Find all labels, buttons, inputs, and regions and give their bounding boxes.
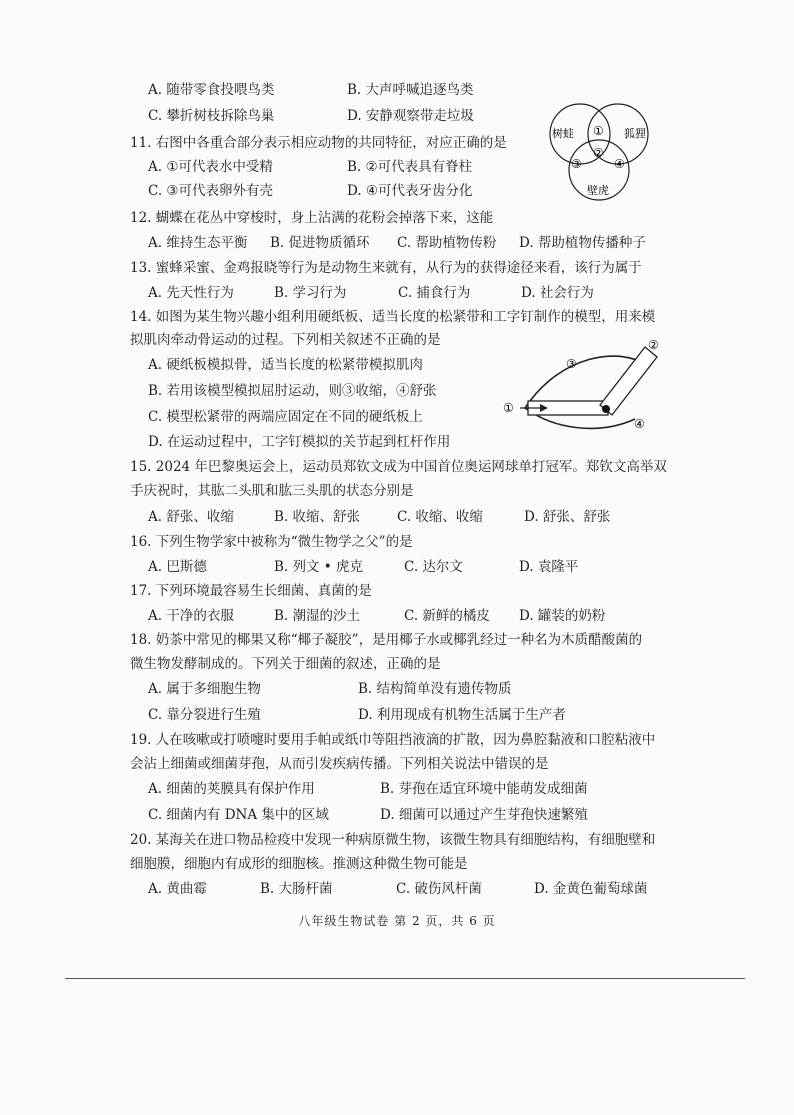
q11-stem: 11. 右图中各重合部分表示相应动物的共同特征，对应正确的是 <box>130 135 507 151</box>
q19-option-a: A. 细菌的荚膜具有保护作用 <box>148 781 315 797</box>
q11-option-a: A. ①可代表水中受精 <box>148 159 273 175</box>
venn-region-2: ② <box>593 146 604 160</box>
q13-stem: 13. 蜜蜂采蜜、金鸡报晓等行为是动物生来就有，从行为的获得途径来看，该行为属于 <box>130 260 642 276</box>
q18-stem-line1: 18. 奶茶中常见的椰果又称“椰子凝胶”，是用椰子水或椰乳经过一种名为木质醋酸菌的 <box>130 632 643 648</box>
q17-option-d: D. 罐装的奶粉 <box>519 608 606 624</box>
q16-option-d: D. 袁隆平 <box>519 559 579 575</box>
q11-option-b: B. ②可代表具有脊柱 <box>347 159 473 175</box>
q19-option-c: C. 细菌内有 DNA 集中的区域 <box>148 807 329 823</box>
q15-stem-line2: 手庆祝时，其肱二头肌和肱三头肌的状态分别是 <box>130 483 414 499</box>
q12-option-d: D. 帮助植物传播种子 <box>519 235 646 251</box>
page-footer: 八年级生物试卷 第 2 页，共 6 页 <box>298 914 496 928</box>
venn-label-tree-frog: 树蛙 <box>552 127 574 140</box>
q20-option-a: A. 黄曲霉 <box>148 881 207 897</box>
q20-stem-line1: 20. 某海关在进口物品检疫中发现一种病原微生物，该微生物具有细胞结构，有细胞壁和 <box>130 832 656 848</box>
q13-option-a: A. 先天性行为 <box>148 285 234 301</box>
q13-option-b: B. 学习行为 <box>274 285 347 301</box>
q14-option-d: D. 在运动过程中，工字钉模拟的关节起到杠杆作用 <box>148 434 451 450</box>
q17-option-c: C. 新鲜的橘皮 <box>404 608 490 624</box>
q20-option-c: C. 破伤风杆菌 <box>396 881 482 897</box>
q18-option-d: D. 利用现成有机物生活属于生产者 <box>358 707 566 723</box>
venn-label-gecko: 壁虎 <box>587 184 609 197</box>
q10-options-row1 <box>148 80 684 100</box>
q13-option-c: C. 捕食行为 <box>398 285 471 301</box>
q16-option-b: B. 列文 • 虎克 <box>274 559 364 575</box>
venn-region-1: ① <box>593 124 604 138</box>
q14-option-a: A. 硬纸板模拟骨，适当长度的松紧带模拟肌肉 <box>148 357 423 373</box>
q16-option-a: A. 巴斯德 <box>148 559 207 575</box>
q11-option-d: D. ④可代表牙齿分化 <box>347 183 473 199</box>
q13-option-d: D. 社会行为 <box>521 285 594 301</box>
q16-stem: 16. 下列生物学家中被称为“微生物学之父”的是 <box>130 534 413 550</box>
q12-stem: 12. 蝴蝶在花丛中穿梭时，身上沾满的花粉会掉落下来，这能 <box>130 210 494 226</box>
q18-option-a: A. 属于多细胞生物 <box>148 681 261 697</box>
q12-option-c: C. 帮助植物传粉 <box>397 235 497 251</box>
q15-stem-line1: 15. 2024 年巴黎奥运会上，运动员郑钦文成为中国首位奥运网球单打冠军。郑钦文高举双 <box>130 459 667 475</box>
q19-option-d: D. 细菌可以通过产生芽孢快速繁殖 <box>380 807 588 823</box>
venn-region-3: ③ <box>571 157 582 171</box>
model-label-1: ① <box>503 401 514 415</box>
q15-option-c: C. 收缩、收缩 <box>397 509 483 525</box>
q10-option-b: B. 大声呼喊追逐鸟类 <box>347 82 474 98</box>
q18-option-b: B. 结构简单没有遗传物质 <box>358 681 512 697</box>
muscle-model-figure <box>500 335 680 435</box>
q10-option-c: C. 攀折树枝拆除鸟巢 <box>148 108 275 124</box>
venn-region-4: ④ <box>614 157 625 171</box>
bottom-rule <box>65 978 745 979</box>
q16-option-c: C. 达尔文 <box>404 559 463 575</box>
q20-option-d: D. 金黄色葡萄球菌 <box>534 881 648 897</box>
q12-option-a: A. 维持生态平衡 <box>148 235 248 251</box>
q15-option-b: B. 收缩、舒张 <box>274 509 361 525</box>
q10-option-d: D. 安静观察带走垃圾 <box>347 108 474 124</box>
model-label-3: ③ <box>566 357 577 371</box>
q19-stem-line2: 会沾上细菌或细菌芽孢，从而引发疾病传播。下列相关说法中错误的是 <box>130 756 549 772</box>
q14-option-c: C. 模型松紧带的两端应固定在不同的硬纸板上 <box>148 409 423 425</box>
q14-option-b: B. 若用该模型模拟屈肘运动，则③收缩，④舒张 <box>148 383 437 399</box>
q20-option-b: B. 大肠杆菌 <box>260 881 333 897</box>
pin-joint <box>602 405 610 413</box>
q19-option-b: B. 芽孢在适宜环境中能萌发成细菌 <box>380 781 588 797</box>
q14-stem-line2: 拟肌肉牵动骨运动的过程。下列相关叙述不正确的是 <box>130 332 441 348</box>
venn-diagram <box>530 102 670 214</box>
q17-stem: 17. 下列环境最容易生长细菌、真菌的是 <box>130 583 372 599</box>
q15-option-d: D. 舒张、舒张 <box>524 509 611 525</box>
q11-option-c: C. ③可代表卵外有壳 <box>148 183 274 199</box>
q18-stem-line2: 微生物发酵制成的。下列关于细菌的叙述，正确的是 <box>130 656 441 672</box>
q12-option-b: B. 促进物质循环 <box>270 235 370 251</box>
model-label-2: ② <box>648 338 659 352</box>
q15-option-a: A. 舒张、收缩 <box>148 509 234 525</box>
q14-stem-line1: 14. 如图为某生物兴趣小组利用硬纸板、适当长度的松紧带和工字钉制作的模型，用来模 <box>130 309 656 325</box>
q17-option-a: A. 干净的衣服 <box>148 608 234 624</box>
model-label-4: ④ <box>634 417 645 431</box>
q17-option-b: B. 潮湿的沙土 <box>274 608 361 624</box>
venn-label-fox: 狐狸 <box>624 127 646 140</box>
q20-stem-line2: 细胞膜，细胞内有成形的细胞核。推测这种微生物可能是 <box>130 856 468 872</box>
q10-option-a: A. 随带零食投喂鸟类 <box>148 82 275 98</box>
q18-option-c: C. 靠分裂进行生殖 <box>148 707 261 723</box>
q19-stem-line1: 19. 人在咳嗽或打喷嚏时要用手帕或纸巾等阻挡液滴的扩散，因为鼻腔黏液和口腔粘液中 <box>130 732 656 748</box>
